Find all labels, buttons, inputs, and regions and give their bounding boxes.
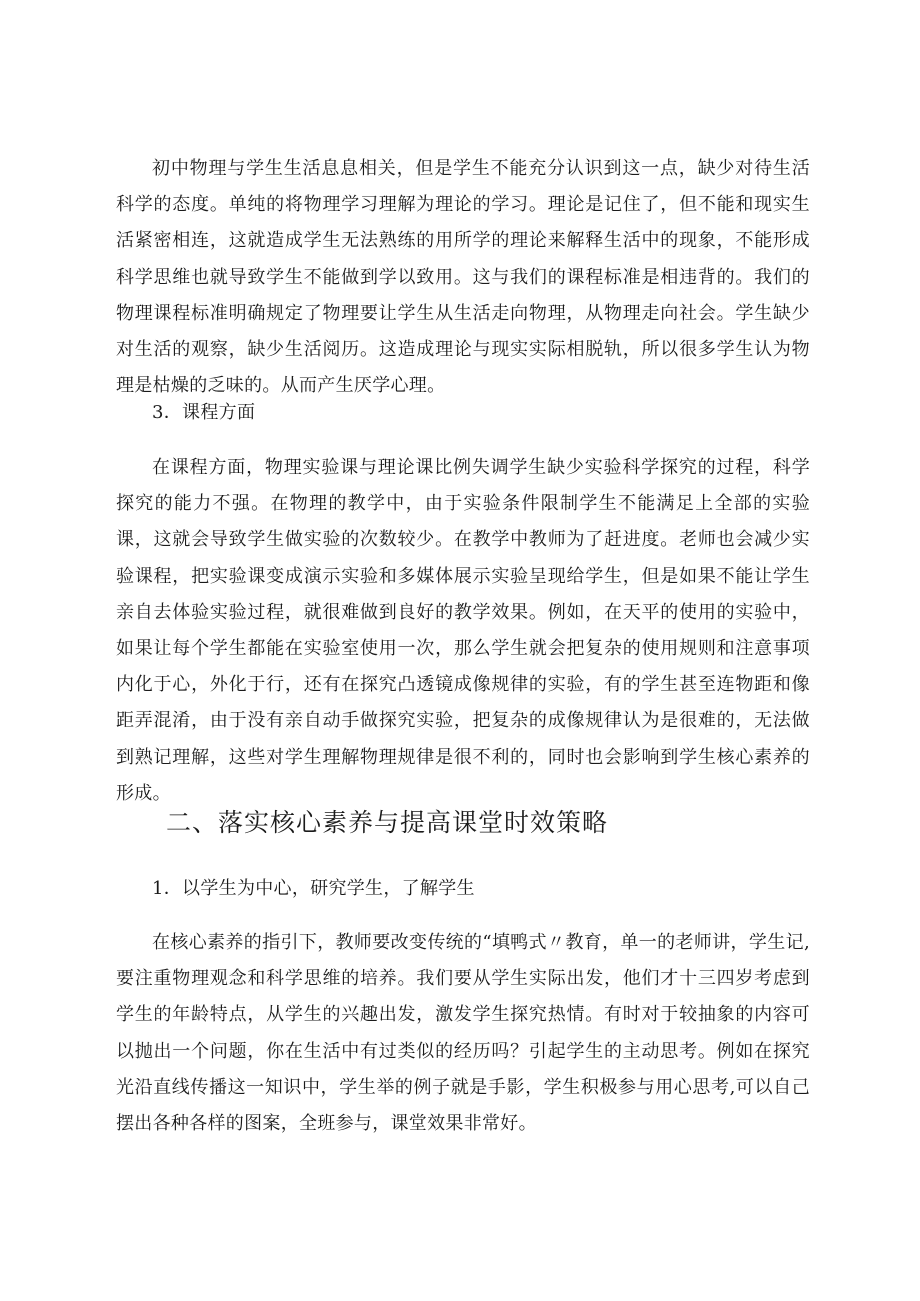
paragraph-life-connection: 初中物理与学生生活息息相关，但是学生不能充分认识到这一点，缺少对待生活科学的态度。单纯的将物理学习理解为理论的学习。理论是记住了，但不能和现实生活紧密相连，这就造成学生无法熟练的用所学的理论来解释生活中的现象，不能形成科学思维也就导致学生不能做到学以致用。这与我们的课程标准是相违背的。我们的物理课程标准明确规定了物理要让学生从生活走向物理，从物理走向社会。学生缺少对生活的观察，缺少生活阅历。这造成理论与现实实际相脱轨，所以很多学生认为物理是枯燥的乏味的。从而产生厌学心理。 (116, 158, 810, 397)
section-title-strategies: 二、落实核心素养与提高课堂时效策略 (166, 808, 609, 837)
paragraph-core-literacy: 在核心素养的指引下，教师要改变传统的“填鸭式〃教育，单一的老师讲，学生记,要注重物理观念和科学思维的培养。我们要从学生实际出发，他们才十三四岁考虑到学生的年龄特点，从学生的兴趣出发，激发学生探究热情。有时对于较抽象的内容可以抛出一个问题，你在生活中有过类似的经历吗？引起学生的主动思考。例如在探究光沿直线传播这一知识中，学生举的例子就是手影，学生积极参与用心思考,可以自己摆出各种各样的图案，全班参与，课堂效果非常好。 (116, 932, 810, 1135)
subheading-student-centered: 1．以学生为中心，研究学生，了解学生 (152, 878, 475, 899)
subheading-curriculum: 3．课程方面 (152, 402, 256, 423)
paragraph-curriculum: 在课程方面，物理实验课与理论课比例失调学生缺少实验科学探究的过程，科学探究的能力不强。在物理的教学中，由于实验条件限制学生不能满足上全部的实验课，这就会导致学生做实验的次数较少。在教学中教师为了赶进度。老师也会减少实验课程，把实验课变成演示实验和多媒体展示实验呈现给学生，但是如果不能让学生亲自去体验实验过程，就很难做到良好的教学效果。例如，在天平的使用的实验中，如果让每个学生都能在实验室使用一次，那么学生就会把复杂的使用规则和注意事项内化于心，外化于行，还有在探究凸透镜成像规律的实验，有的学生甚至连物距和像距弄混淆，由于没有亲自动手做探究实验，把复杂的成像规律认为是很难的，无法做到熟记理解，这些对学生理解物理规律是很不利的，同时也会影响到学生核心素养的形成。 (116, 457, 810, 804)
